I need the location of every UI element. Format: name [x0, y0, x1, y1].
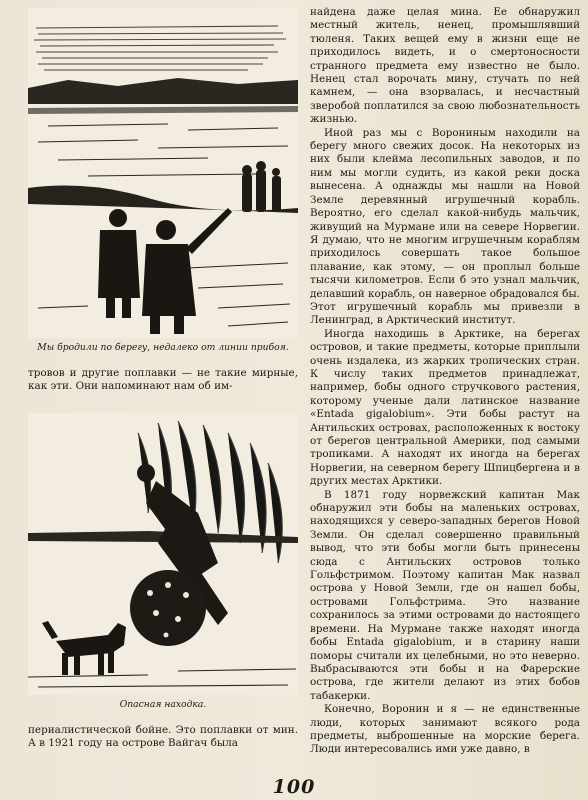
- left-text-bottom: периалистической бойне. Это поплавки от мин. А в 1921 году на острове Вайгач была: [28, 723, 298, 750]
- paragraph-4: В 1871 году норвежский капитан Мак обнаружил эти бобы на маленьких островах, находящихся у северо-западных берегов Новой Земли. Он сделал совершенно правильный вывод, что эти бобы могли быть принесены сюда с Антильских островов только Гольфстримом. Поэтому капитан Мак назвал острова у Новой Земли, где он нашел бобы, островами Гольфстрима. Это название сохранилось за этими островами до настоящего времени. На Мурмане также находят иногда бобы Entada gigalobium, и в старину наши поморы считали их целебными, но это неверно. Выбрасываются эти бобы и на Фарерские острова, где жители делают из этих бобов табакерки.: [310, 488, 580, 702]
- paragraph-5: Конечно, Воронин и я — не единственные люди, которых занимают всякого рода предметы, выброшенные на морские берега. Люди интересовались ими уже давно, в: [310, 703, 580, 756]
- paragraph-2: Иной раз мы с Ворониным находили на берегу много свежих досок. На некоторых из них были клейма лесопильных заводов, и по ним мы могли судить, из какой реки доска вынесена. А однажды мы нашли на Новой Земле деревянный игрушечный корабль. Вероятно, его сделал какой-нибудь мальчик, живущий на Мурмане или на севере Норвегии. Я думаю, что не многим игрушечным кораблям приходилось совершать такое большое плавание, как этому, — он проплыл больше тысячи километров. Если б это узнал мальчик, делавший корабль, он наверное обрадовался бы. Этот игрушечный корабль мы привезли в Ленинград, в Арктический институт.: [310, 126, 580, 327]
- paragraph-1: найдена даже целая мина. Ее обнаружил местный житель, ненец, промышлявший тюленя. Таких вещей ему в жизни еще не приходилось видеть, и о смертоносности странного предмета ему известно не было. Ненец стал ворочать мину, стучать по ней камнем, — она взорвалась, и несчастный зверобой поплатился за свою любознательность жизнью.: [310, 6, 580, 126]
- left-column: [28, 8, 298, 751]
- illustration-shore-walk: [28, 8, 298, 338]
- figure2-caption: Опасная находка.: [119, 699, 207, 711]
- illustration-dangerous-find: [28, 413, 298, 695]
- right-column: [310, 6, 580, 757]
- paragraph-3: Иногда находишь в Арктике, на берегах островов, и такие предметы, которые приплыли очень издалека, из жарких тропических стран. К числу таких предметов принадлежат, например, бобы одного стручкового растения, которому ученые дали латинское название «Entada gigalobium». Эти бобы растут на Антильских островах, расположенных к востоку от берегов центральной Америки, под самыми тропиками. А находят их иногда на берегах Норвегии, на северном берегу Шпицбергена и в других местах Арктики.: [310, 327, 580, 488]
- left-text-middle: тровов и другие поплавки — не такие мирные, как эти. Они напоминают нам об им-: [28, 366, 298, 392]
- figure1-caption: Мы бродили по берегу, недалеко от линии прибоя.: [37, 342, 289, 353]
- shore-walk-drawing: [28, 8, 298, 338]
- page-number: 100: [272, 776, 316, 798]
- dangerous-find-drawing: [28, 413, 298, 695]
